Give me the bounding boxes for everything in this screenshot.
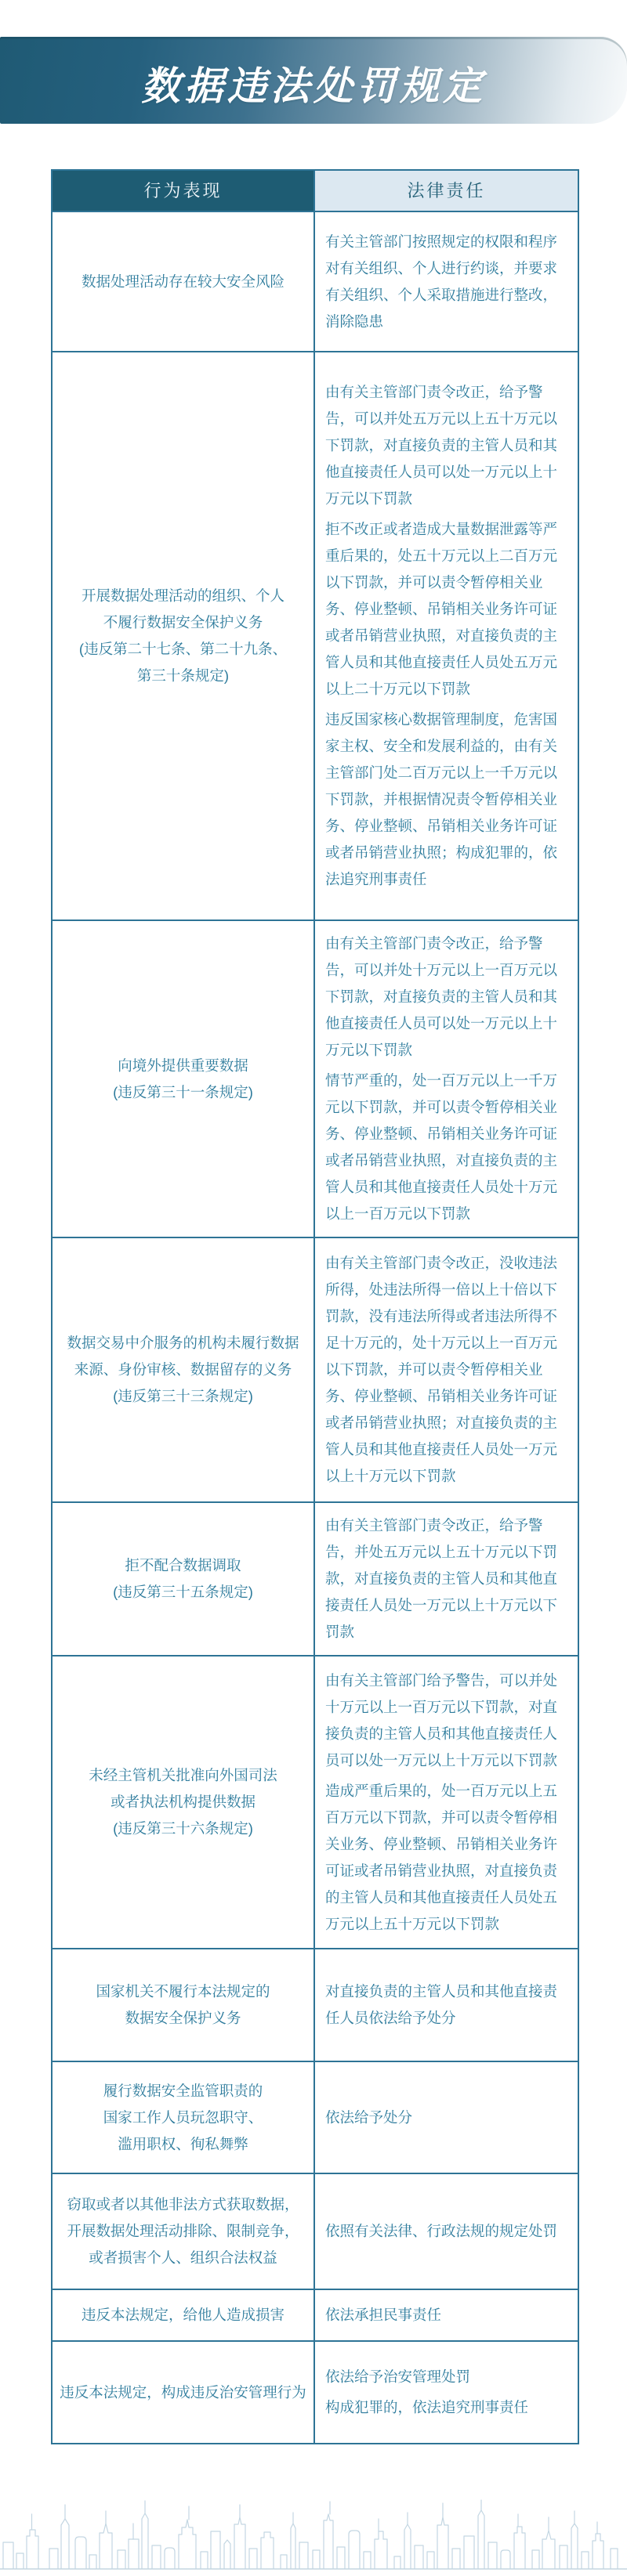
behavior-line: 数据处理活动存在较大安全风险 [81, 273, 285, 290]
liability-cell [315, 2290, 578, 2340]
behavior-line: 违反本法规定，给他人造成损害 [81, 2307, 285, 2323]
behavior-line: 滥用职权、徇私舞弊 [118, 2135, 248, 2152]
behavior-cell [53, 1238, 315, 1501]
liability-paragraph: 有关主管部门按照规定的权限和程序对有关组织、个人进行约谈，并要求有关组织、个人采取措施进行整改，消除隐患 [325, 233, 558, 330]
behavior-line: 违反本法规定，构成违反治安管理行为 [60, 2383, 306, 2401]
behavior-line: 国家工作人员玩忽职守、 [103, 2108, 263, 2126]
behavior-line: (违反第三十五条规定) [113, 1584, 253, 1600]
table-row [53, 1948, 578, 2061]
behavior-cell [53, 921, 315, 1237]
behavior-line: (违反第三十一条规定) [113, 1083, 253, 1100]
liability-paragraph: 由有关主管部门给予警告，可以并处十万元以上一百万元以下罚款，对直接负责的主管人员和其他直接责任人员可以处一万元以上十万元以下罚款 [325, 1671, 558, 1769]
table-row [53, 351, 578, 919]
page-title: 数据违法处罚规定 [141, 62, 486, 109]
liability-paragraph: 依法承担民事责任 [325, 2307, 442, 2323]
liability-paragraph: 由有关主管部门责令改正，没收违法所得，处违法所得一倍以上十倍以下罚款，没有违法所得或者违法所得不足十万元的，处十万元以上一百万元以下罚款，并可以责令暂停相关业务、停业整顿、吊销相关业务许可证或者吊销营业执照；对直接负责的主管人员和其他直接责任人员处一万元以上十万元以下罚款 [325, 1255, 558, 1484]
liability-paragraph: 拒不改正或者造成大量数据泄露等严重后果的，处五十万元以上二百万元以下罚款，并可以责令暂停相关业务、停业整顿、吊销相关业务许可证或者吊销营业执照，对直接负责的主管人员和其他直接责任人员处五万元以上二十万元以下罚款 [325, 521, 558, 697]
liability-cell [315, 1238, 578, 1501]
behavior-line: 开展数据处理活动的组织、个人 [81, 587, 285, 604]
table-row [53, 919, 578, 1237]
table-header-row [53, 171, 578, 211]
liability-paragraph: 对直接负责的主管人员和其他直接责任人员依法给予处分 [325, 1983, 558, 2026]
behavior-line: 履行数据安全监管职责的 [103, 2082, 263, 2099]
behavior-cell [53, 212, 315, 351]
column-header-behavior: 行为表现 [53, 171, 315, 211]
table-row [53, 2061, 578, 2173]
liability-paragraph: 构成犯罪的，依法追究刑事责任 [325, 2399, 529, 2415]
liability-cell [315, 212, 578, 351]
liability-cell [315, 1949, 578, 2061]
liability-cell [315, 1657, 578, 1948]
liability-cell [315, 1503, 578, 1655]
behavior-line: 不履行数据安全保护义务 [103, 614, 263, 630]
liability-cell [315, 2342, 578, 2443]
behavior-line: (违反第三十三条规定) [113, 1388, 253, 1404]
behavior-cell [53, 352, 315, 919]
city-skyline-illustration [0, 2497, 627, 2572]
liability-cell [315, 352, 578, 919]
behavior-line: 国家机关不履行本法规定的 [96, 1983, 270, 2000]
table-row [53, 2173, 578, 2289]
liability-paragraph: 情节严重的，处一百万元以上一千万元以下罚款，并可以责令暂停相关业务、停业整顿、吊销相关业务许可证或者吊销营业执照，对直接负责的主管人员和其他直接责任人员处十万元以上一百万元以下罚款 [325, 1072, 558, 1222]
table-row [53, 1655, 578, 1948]
liability-paragraph: 由有关主管部门责令改正，给予警告，并处五万元以上五十万元以下罚款，对直接负责的主管人员和其他直接责任人员处一万元以上十万元以下罚款 [325, 1517, 558, 1640]
liability-cell [315, 921, 578, 1237]
behavior-line: 或者执法机构提供数据 [110, 1794, 256, 1810]
behavior-cell [53, 1949, 315, 2061]
behavior-line: 开展数据处理活动排除、限制竞争， [67, 2223, 299, 2239]
table-row [53, 2340, 578, 2443]
behavior-line: 来源、身份审核、数据留存的义务 [74, 1361, 292, 1378]
table-row [53, 1237, 578, 1501]
liability-paragraph: 造成严重后果的，处一百万元以上五百万元以下罚款，并可以责令暂停相关业务、停业整顿、吊销相关业务许可证或者吊销营业执照，对直接负责的主管人员和其他直接责任人员处五万元以上五十万元以下罚款 [325, 1782, 558, 1932]
behavior-line: 第三十条规定) [136, 667, 230, 684]
liability-paragraph: 依法给予治安管理处罚 [325, 2368, 471, 2385]
liability-cell [315, 2174, 578, 2289]
behavior-line: 拒不配合数据调取 [125, 1557, 241, 1573]
behavior-line: 数据安全保护义务 [125, 2010, 241, 2026]
behavior-cell [53, 2290, 315, 2340]
behavior-line: (违反第三十六条规定) [113, 1820, 253, 1837]
behavior-cell [53, 2174, 315, 2289]
liability-paragraph: 违反国家核心数据管理制度，危害国家主权、安全和发展利益的，由有关主管部门处二百万元以上一千万元以下罚款，并根据情况责令暂停相关业务、停业整顿、吊销相关业务许可证或者吊销营业执照；构成犯罪的，依法追究刑事责任 [325, 711, 558, 887]
table-row [53, 211, 578, 351]
liability-paragraph: 依照有关法律、行政法规的规定处罚 [325, 2223, 558, 2239]
behavior-cell [53, 1503, 315, 1655]
behavior-line: 向境外提供重要数据 [118, 1057, 248, 1074]
behavior-cell [53, 2062, 315, 2173]
liability-cell [315, 2062, 578, 2173]
table-row [53, 2289, 578, 2340]
column-header-liability: 法律责任 [315, 171, 578, 211]
behavior-line: (违反第二十七条、第二十九条、 [78, 641, 288, 657]
liability-paragraph: 依法给予处分 [325, 2108, 413, 2126]
penalty-table [51, 169, 579, 2444]
liability-paragraph: 由有关主管部门责令改正，给予警告，可以并处十万元以上一百万元以下罚款，对直接负责的主管人员和其他直接责任人员可以处一万元以上十万元以下罚款 [325, 935, 558, 1058]
behavior-line: 窃取或者以其他非法方式获取数据， [67, 2196, 299, 2213]
liability-paragraph: 由有关主管部门责令改正，给予警告，可以并处五万元以上五十万元以下罚款，对直接负责的主管人员和其他直接责任人员可以处一万元以上十万元以下罚款 [325, 384, 558, 507]
title-banner [0, 37, 627, 124]
behavior-line: 数据交易中介服务的机构未履行数据 [67, 1335, 299, 1351]
behavior-line: 或者损害个人、组织合法权益 [89, 2249, 277, 2266]
table-row [53, 1501, 578, 1655]
behavior-cell [53, 1657, 315, 1948]
behavior-cell [53, 2342, 315, 2443]
behavior-line: 未经主管机关批准向外国司法 [89, 1767, 277, 1783]
